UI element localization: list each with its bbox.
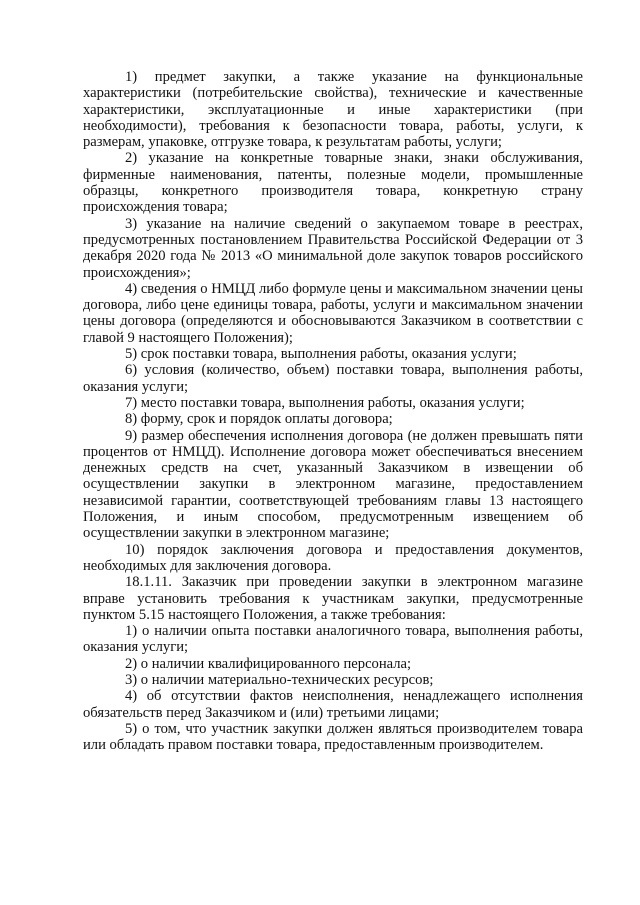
requirement-item-1: 1) о наличии опыта поставки аналогичного товара, выполнения работы, оказания услуги;	[83, 623, 583, 656]
paragraph-item-2: 2) указание на конкретные товарные знаки, знаки обслуживания, фирменные наименования, патенты, полезные модели, промышленные образцы, конкретного производителя товара, конкретную страну происхождения товара;	[83, 150, 583, 216]
requirement-item-4: 4) об отсутствии фактов неисполнения, ненадлежащего исполнения обязательств перед Заказчиком и (или) третьими лицами;	[83, 688, 583, 721]
requirement-item-2: 2) о наличии квалифицированного персонала;	[125, 655, 412, 672]
paragraph-item-9: 9) размер обеспечения исполнения договора (не должен превышать пяти процентов от НМЦД). Исполнение договора может обеспечиваться внесением денежных средств на счет, указанный Заказчиком в извещении об осуществлении закупки в электронном магазине, предоставлением независимой гарантии, соответствующей требованиям главы 13 настоящего Положения, и иным способом, предусмотренным извещением об осуществлении закупки в электронном магазине;	[83, 427, 583, 542]
paragraph-item-8: 8) форму, срок и порядок оплаты договора;	[125, 411, 393, 428]
paragraph-item-4: 4) сведения о НМЦД либо формуле цены и максимальном значении цены договора, либо цене единицы товара, работы, услуги и максимальном значении цены договора (определяются и обосновываются Заказчиком в соответствии с главой 9 настоящего Положения);	[83, 280, 583, 346]
paragraph-item-1: 1) предмет закупки, а также указание на функциональные характеристики (потребительские свойства), технические и качественные характеристики, эксплуатационные и иные характеристики (при необходимости), требования к безопасности товара, работы, услуги, к размерам, упаковке, отгрузке товара, к результатам работы, услуги;	[83, 69, 583, 151]
section-18-1-11: 18.1.11. Заказчик при проведении закупки в электронном магазине вправе установить требования к участникам закупки, предусмотренные пунктом 5.15 настоящего Положения, а также требования:	[83, 574, 583, 623]
requirement-item-5: 5) о том, что участник закупки должен являться производителем товара или обладать правом поставки товара, предоставленным производителем.	[83, 720, 583, 754]
paragraph-item-7: 7) место поставки товара, выполнения работы, оказания услуги;	[125, 394, 525, 411]
paragraph-item-10: 10) порядок заключения договора и предоставления документов, необходимых для заключения договора.	[83, 541, 583, 574]
document-page	[83, 69, 583, 753]
requirement-item-3: 3) о наличии материально-технических ресурсов;	[125, 671, 434, 688]
paragraph-item-3: 3) указание на наличие сведений о закупаемом товаре в реестрах, предусмотренных постановлением Правительства Российской Федерации от 3 декабря 2020 года № 2013 «О минимальной доле закупок товаров российского происхождения»;	[83, 215, 583, 281]
paragraph-item-5: 5) срок поставки товара, выполнения работы, оказания услуги;	[125, 346, 517, 363]
paragraph-item-6: 6) условия (количество, объем) поставки товара, выполнения работы, оказания услуги;	[83, 362, 583, 395]
